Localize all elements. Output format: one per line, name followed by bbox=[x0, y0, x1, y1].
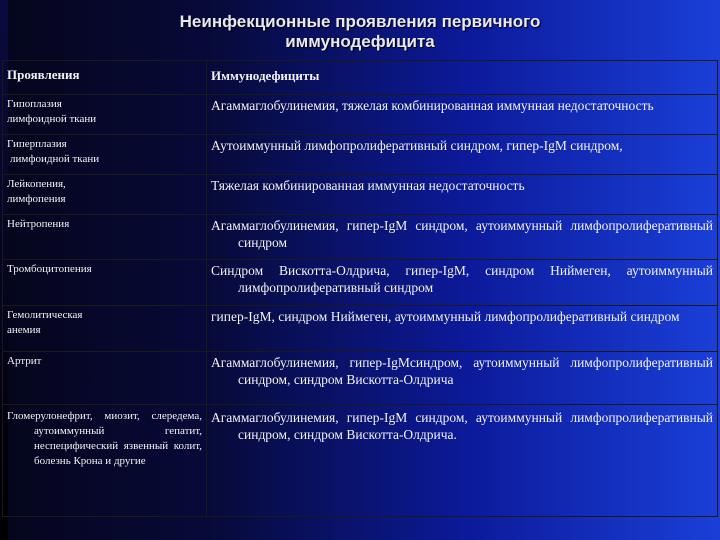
table-header-row bbox=[3, 61, 718, 95]
immunodeficiency-cell bbox=[207, 352, 718, 405]
manifestation-line: Гипоплазия bbox=[7, 98, 62, 110]
immunodeficiency-cell bbox=[207, 135, 718, 175]
immunodeficiency-cell bbox=[207, 260, 718, 306]
immunodeficiency-text: гипер-IgM, синдром Ниймеген, аутоиммунный лимфопролиферативный синдром bbox=[211, 309, 680, 324]
table-row bbox=[3, 352, 718, 405]
table-row bbox=[3, 135, 718, 175]
manifestation-line: Гломерулонефрит, миозит, слередема, аутоиммунный гепатит, неспецифический язвенный колит, болезнь Крона и другие bbox=[7, 410, 202, 467]
immunodeficiency-text: Агаммаглобулинемия, гипер-IgM синдром, аутоиммунный лимфопролиферативный синдром bbox=[211, 218, 713, 250]
manifestation-cell bbox=[3, 306, 207, 352]
title-line-2: иммунодефицита bbox=[285, 32, 435, 51]
table-row bbox=[3, 260, 718, 306]
table-row bbox=[3, 405, 718, 517]
manifestation-cell bbox=[3, 260, 207, 306]
immunodeficiency-cell bbox=[207, 306, 718, 352]
slide-title bbox=[130, 12, 590, 52]
manifestation-cell bbox=[3, 215, 207, 260]
manifestation-line: лимфоидной ткани bbox=[7, 113, 97, 125]
manifestation-line: Тромбоцитопения bbox=[7, 263, 92, 275]
manifestation-cell bbox=[3, 405, 207, 517]
manifestation-line: Артрит bbox=[7, 355, 42, 367]
immunodeficiency-text: Аутоиммунный лимфопролиферативный синдром, гипер-IgM синдром, bbox=[211, 138, 623, 153]
table-row bbox=[3, 215, 718, 260]
manifestation-line: Лейкопения, bbox=[7, 178, 66, 190]
manifestation-cell bbox=[3, 95, 207, 135]
table-row bbox=[3, 95, 718, 135]
immunodeficiency-cell bbox=[207, 95, 718, 135]
manifestation-cell bbox=[3, 135, 207, 175]
manifestation-line: Гемолитическая bbox=[7, 309, 83, 321]
immunodeficiency-cell bbox=[207, 175, 718, 215]
title-line-1: Неинфекционные проявления первичного bbox=[179, 12, 541, 31]
table-row bbox=[3, 306, 718, 352]
manifestation-line: Гиперплазия bbox=[7, 138, 67, 150]
immunodeficiency-text: Синдром Вискотта-Олдрича, гипер-IgM, синдром Ниймеген, аутоиммунный лимфопролиферативный синдром bbox=[211, 263, 713, 295]
manifestation-line: лимфоидной ткани bbox=[10, 153, 100, 165]
immunodeficiency-text: Агаммаглобулинемия, тяжелая комбинированная иммунная недостаточность bbox=[211, 98, 654, 113]
table-row bbox=[3, 175, 718, 215]
manifestation-cell bbox=[3, 352, 207, 405]
immunodeficiency-text: Тяжелая комбинированная иммунная недостаточность bbox=[211, 178, 525, 193]
manifestation-cell bbox=[3, 175, 207, 215]
immunodeficiency-text: Агаммаглобулинемия, гипер-IgMсиндром, аутоиммунный лимфопролиферативный синдром, синдром Вискотта-Олдрича bbox=[211, 355, 713, 387]
manifestations-table bbox=[2, 60, 718, 517]
header-manifestations: Проявления bbox=[3, 61, 207, 95]
immunodeficiency-cell bbox=[207, 405, 718, 517]
header-immunodeficiencies: Иммунодефициты bbox=[207, 61, 718, 95]
immunodeficiency-cell bbox=[207, 215, 718, 260]
manifestation-line: анемия bbox=[7, 324, 41, 336]
manifestation-line: Нейтропения bbox=[7, 218, 70, 230]
manifestation-line: лимфопения bbox=[7, 193, 66, 205]
immunodeficiency-text: Агаммаглобулинемия, гипер-IgM синдром, аутоиммунный лимфопролиферативный синдром, синдром Вискотта-Олдрича. bbox=[211, 410, 713, 442]
